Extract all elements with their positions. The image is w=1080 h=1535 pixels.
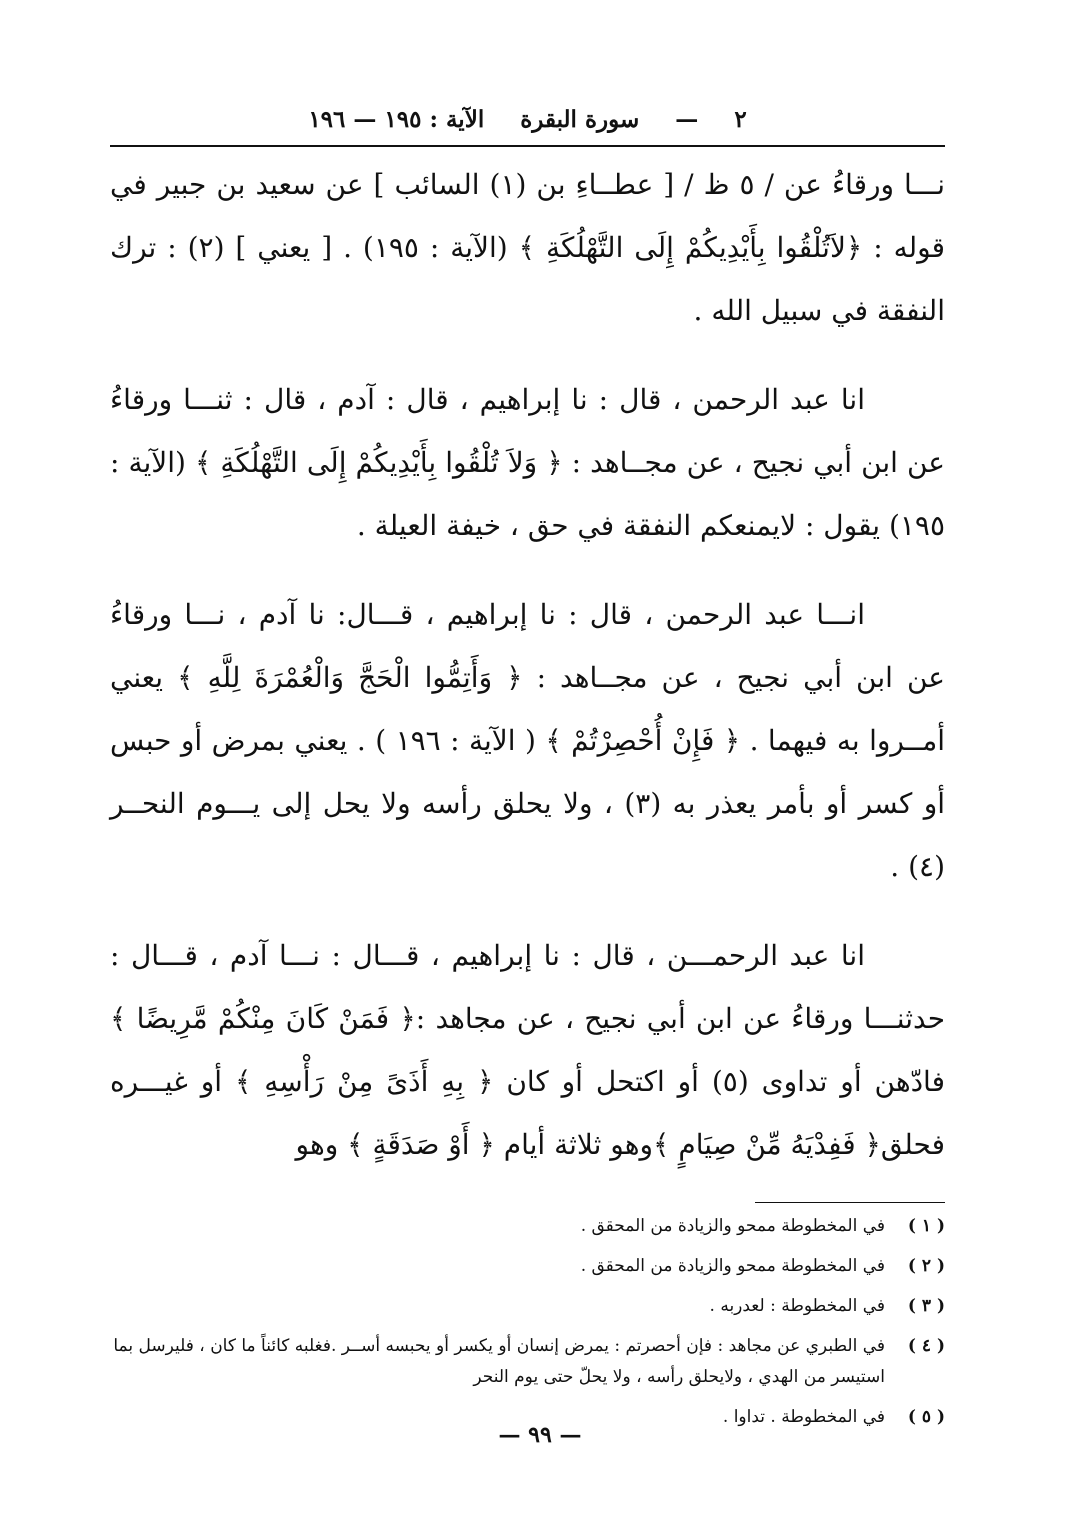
footnote-text: في المخطوطة ممحو والزيادة من المحقق . bbox=[580, 1256, 885, 1276]
paragraph: انا عبد الرحمـــن ، قال : نا إبراهيم ، قـــال : نـــا آدم ، قـــال : حدثنـــا ورقاءُ عن ابن أبي نجيح ، عن مجاهد :﴿ فَمَنْ كَانَ مِنْكُمْ مَّرِيضًا ﴾ فادّهن أو تداوى (٥) أو اكتحل أو كان ﴿ بِهِ أَذَىً مِنْ رَأْسِهِ ﴾ أو غيـــره فحلق﴿ فَفِدْيَهُ مِّنْ صِيَامٍ ﴾وهو ثلاثة أيام ﴿ أَوْ صَدَقَةٍ ﴾ وهو bbox=[110, 939, 945, 1161]
footnote-number: ( ١ ) bbox=[907, 1216, 945, 1236]
footnote-item bbox=[110, 1331, 945, 1393]
running-head bbox=[110, 95, 945, 145]
page-number: — ٩٩ — bbox=[498, 1422, 582, 1448]
header-rule bbox=[110, 145, 945, 147]
footnote-item bbox=[110, 1211, 945, 1242]
paragraph: نـــا ورقاءُ عن / ٥ ظ / [ عطــاءِ بن (١) السائب ] عن سعيد بن جبير في قوله : ﴿لاَتُلْقُوا بِأَيْدِيكُمْ إِلَى التَّهْلُكَةِ ﴾ (الآية : ١٩٥) . [ يعني ] (٢) : ترك النفقة في سبيل الله . bbox=[110, 168, 945, 327]
main-text bbox=[110, 153, 945, 1176]
footnote-text: في الطبري عن مجاهد : فإن أحصرتم : يمرض إنسان أو يكسر أو يحبسه أســر .فغلبه كائناً ما كان ، فليرسل بما استيسر من الهدي ، ولايحلق رأسه ، ولا يحلّ حتى يوم النحر bbox=[113, 1336, 885, 1387]
footnote-number: ( ٢ ) bbox=[907, 1256, 945, 1276]
document-page bbox=[110, 95, 945, 1442]
footnote-text: في المخطوطة : لعدربه . bbox=[709, 1296, 885, 1316]
head-dash: — bbox=[675, 106, 699, 133]
footnote-text: في المخطوطة ممحو والزيادة من المحقق . bbox=[580, 1216, 885, 1236]
verse-range: الآية : ١٩٥ — ١٩٦ bbox=[308, 106, 485, 133]
footnote-item bbox=[110, 1251, 945, 1282]
paragraph: انا عبد الرحمن ، قال : نا إبراهيم ، قال : آدم ، قال : ثنـــا ورقاءُ عن ابن أبي نجيح ، عن مجــاهد : ﴿ وَلاَ تُلْقُوا بِأَيْدِيكُمْ إِلَى التَّهْلُكَةِ ﴾ (الآية : ١٩٥) يقول : لايمنعكم النفقة في حق ، خيفة العيلة . bbox=[110, 383, 945, 542]
surah-name: سورة البقرة bbox=[520, 106, 640, 133]
paragraph: انـــا عبد الرحمن ، قال : نا إبراهيم ، قـــال: نا آدم ، نـــا ورقاءُ عن ابن أبي نجيح ، عن مجــاهد : ﴿ وَأَتِمُّوا الْحَجَّ وَالْعُمْرَةَ لِلَّهِ ﴾ يعني أمــروا به فيهما . ﴿ فَإِنْ أُحْصِرْتُمْ ﴾ ( الآية : ١٩٦ ) . يعني بمرض أو حبس أو كسر أو بأمر يعذر به (٣) ، ولا يحلق رأسه ولا يحل إلى يـــوم النحــر (٤) . bbox=[110, 598, 946, 883]
footnote-number: ( ٣ ) bbox=[907, 1296, 945, 1316]
surah-number: ٢ bbox=[734, 106, 747, 133]
footnote-rule bbox=[755, 1202, 945, 1203]
footnote-text: في المخطوطة . تداوا . bbox=[722, 1407, 885, 1427]
footnote-item bbox=[110, 1291, 945, 1322]
footnote-number: ( ٥ ) bbox=[907, 1407, 945, 1427]
footnote-number: ( ٤ ) bbox=[907, 1336, 945, 1356]
footnotes bbox=[110, 1211, 945, 1433]
